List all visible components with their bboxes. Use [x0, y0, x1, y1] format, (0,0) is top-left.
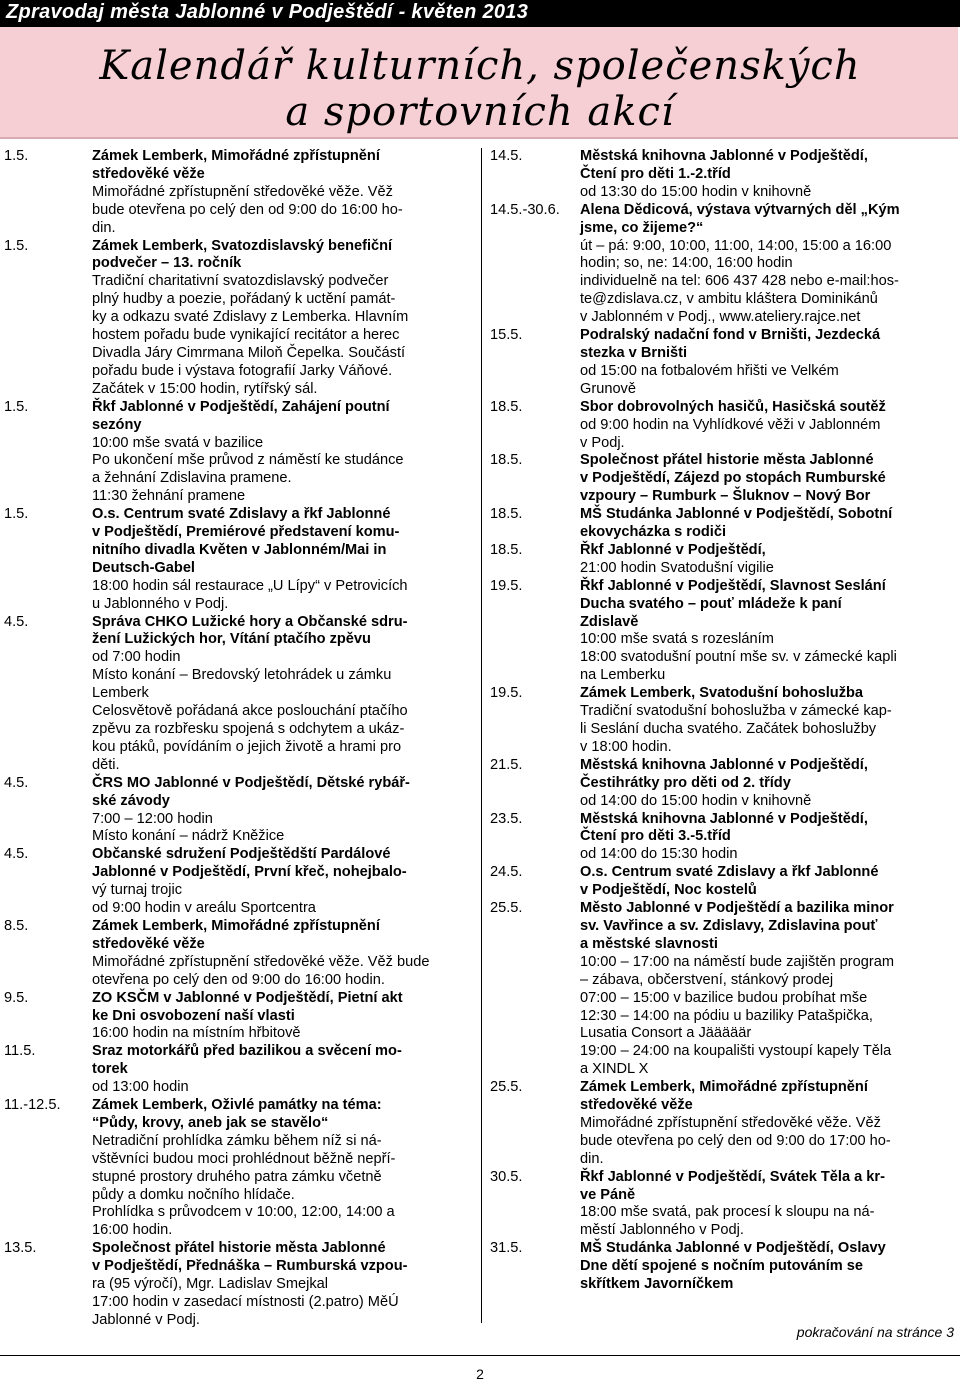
column-divider — [481, 148, 482, 1323]
event-detail-line: od 13:00 hodin — [92, 1079, 189, 1096]
event-detail-line: Celosvětově pořádaná akce poslouchání ptačího — [92, 703, 408, 720]
event-detail-line: otevřena po celý den od 9:00 do 16:00 hodin. — [92, 971, 385, 988]
event-entry — [490, 578, 956, 685]
event-title-line: Městská knihovna Jablonné v Podještědí, — [580, 148, 868, 164]
event-detail-line: 18:00 mše svatá, pak procesí k sloupu na ná- — [580, 1204, 875, 1221]
event-date: 18.5. — [490, 541, 523, 558]
event-description — [580, 202, 956, 327]
event-entry — [4, 1240, 472, 1330]
event-entry — [490, 452, 956, 506]
event-detail-line: vý turnaj trojic — [92, 882, 183, 899]
event-title-line: Zámek Lemberk, Mimořádné zpřístupnění — [92, 148, 380, 164]
event-entry — [490, 864, 956, 900]
event-title-line: v Podještědí, Přednáška – Rumburská vzpou- — [92, 1258, 408, 1275]
event-title-line: O.s. Centrum svaté Zdislavy a řkf Jablonné — [92, 506, 391, 523]
event-detail-line: od 9:00 hodin na Vyhlídkové věži v Jablonném — [580, 416, 881, 433]
event-entry — [4, 775, 472, 847]
event-entry — [4, 990, 472, 1044]
event-description — [580, 327, 956, 399]
event-entry — [490, 685, 956, 757]
event-description — [580, 506, 956, 542]
event-title-line: sezóny — [92, 416, 142, 433]
event-detail-line: stupné prostory druhého patra zámku včetně — [92, 1168, 382, 1185]
event-detail-line: Tradiční svatodušní bohoslužba v zámecké kap- — [580, 703, 892, 720]
event-title-line: Zámek Lemberk, Svatozdislavský benefiční — [92, 237, 393, 254]
event-description — [92, 775, 472, 847]
event-title-line: skřítkem Javorníčkem — [580, 1276, 734, 1293]
calendar-title-line1: Kalendář kulturních, společenských — [99, 43, 861, 89]
footer-rule — [0, 1355, 960, 1356]
event-title-line: v Podještědí, Noc kostelů — [580, 882, 757, 899]
event-entry — [4, 506, 472, 613]
newsletter-header-bar — [0, 0, 960, 27]
event-detail-line: Místo konání – nádrž Kněžice — [92, 828, 285, 845]
event-entry — [4, 614, 472, 775]
event-detail-line: od 15:00 na fotbalovém hřišti ve Velkém — [580, 362, 839, 379]
event-date: 24.5. — [490, 864, 523, 881]
calendar-title-line2: a sportovních akcí — [285, 89, 675, 135]
event-detail-line: městí Jablonného v Podj. — [580, 1222, 744, 1239]
event-detail-line: od 9:00 hodin v areálu Sportcentra — [92, 900, 316, 917]
event-title-line: sv. Vavřince a sv. Zdislavy, Zdislavina pouť — [580, 917, 878, 934]
event-title-line: Čestihrátky pro děti od 2. třídy — [580, 774, 791, 791]
event-detail-line: 10:00 – 17:00 na náměstí bude zajištěn program — [580, 953, 894, 970]
event-detail-line: 07:00 – 15:00 v bazilice budou probíhat mše — [580, 989, 868, 1006]
event-entry — [490, 1169, 956, 1241]
event-description — [580, 542, 956, 578]
event-date: 11.5. — [4, 1043, 36, 1060]
event-detail-line: od 7:00 hodin — [92, 649, 181, 666]
event-description — [92, 846, 472, 918]
event-detail-line: Začátek v 15:00 hodin, rytířský sál. — [92, 380, 318, 397]
event-detail-line: Jablonné v Podj. — [92, 1311, 200, 1328]
event-title-line: v Podještědí, Premiérové představení komu- — [92, 524, 400, 541]
event-date: 15.5. — [490, 327, 523, 344]
event-entry — [4, 148, 472, 238]
event-title-line: Řkf Jablonné v Podještědí, Zahájení poutní — [92, 398, 390, 415]
event-date: 23.5. — [490, 810, 523, 827]
right-events-column — [490, 148, 956, 1294]
event-detail-line: bude otevřena po celý den od 9:00 do 16:00 ho- — [92, 201, 403, 218]
event-title-line: Řkf Jablonné v Podještědí, Svátek Těla a kr- — [580, 1168, 885, 1185]
event-detail-line: v Podj. — [580, 434, 625, 451]
event-detail-line: 7:00 – 12:00 hodin — [92, 810, 213, 827]
event-date: 1.5. — [4, 237, 29, 254]
event-detail-line: din. — [92, 219, 116, 236]
event-detail-line: Mimořádné zpřístupnění středověké věže. Věž bude — [92, 953, 430, 970]
event-title-line: vzpoury – Rumburk – Šluknov – Nový Bor — [580, 488, 871, 505]
event-description — [580, 864, 956, 900]
event-entry — [490, 811, 956, 865]
event-date: 18.5. — [490, 398, 523, 415]
event-detail-line: individuelně na tel: 606 437 428 nebo e-mail:hos- — [580, 273, 899, 290]
event-title-line: “Půdy, krovy, aneb jak se stavělo“ — [92, 1114, 329, 1131]
event-date: 18.5. — [490, 506, 523, 523]
event-date: 14.5. — [490, 148, 523, 164]
event-title-line: Zámek Lemberk, Mimořádné zpřístupnění — [580, 1079, 868, 1096]
event-detail-line: Místo konání – Bredovský letohrádek u zámku — [92, 667, 392, 684]
event-title-line: středověké věže — [92, 935, 205, 952]
event-date: 19.5. — [490, 577, 523, 594]
event-detail-line: v 18:00 hodin. — [580, 738, 672, 755]
event-detail-line: od 13:30 do 15:00 hodin v knihovně — [580, 183, 812, 200]
event-detail-line: Prohlídka s průvodcem v 10:00, 12:00, 14:00 a — [92, 1204, 395, 1221]
event-title-line: Řkf Jablonné v Podještědí, — [580, 541, 766, 558]
event-description — [580, 1240, 956, 1294]
event-title-line: jsme, co žijeme?“ — [580, 219, 704, 236]
event-entry — [4, 846, 472, 918]
event-title-line: Zámek Lemberk, Svatodušní bohoslužba — [580, 685, 864, 702]
event-entry — [490, 1079, 956, 1169]
event-title-line: Město Jablonné v Podještědí a bazilika minor — [580, 900, 894, 917]
event-title-line: nitního divadla Květen v Jablonném/Mai in — [92, 541, 387, 558]
event-title-line: a městské slavnosti — [580, 935, 718, 952]
event-title-line: stezka v Brništi — [580, 344, 688, 361]
event-description — [580, 900, 956, 1079]
event-detail-line: din. — [580, 1150, 604, 1167]
event-detail-line: vštěvníci budou moci prohlédnout běžně nepří- — [92, 1150, 396, 1167]
event-entry — [4, 1043, 472, 1097]
event-title-line: Sbor dobrovolných hasičů, Hasičská soutěž — [580, 398, 886, 415]
event-description — [92, 1097, 472, 1240]
event-description — [92, 614, 472, 775]
event-detail-line: pořadu bude i výstava fotografií Jarky Váňové. — [92, 362, 393, 379]
event-description — [580, 1169, 956, 1241]
event-detail-line: Po ukončení mše průvod z náměstí ke studánce — [92, 452, 404, 469]
event-title-line: Městská knihovna Jablonné v Podještědí, — [580, 756, 868, 773]
event-title-line: Jablonné v Podještědí, První křeč, nohejbalo- — [92, 864, 407, 881]
event-description — [580, 811, 956, 865]
event-detail-line: zpěvu za rozbřesku spojená s odchytem a ukáz- — [92, 721, 405, 737]
calendar-title-box — [0, 27, 958, 139]
event-description — [92, 1240, 472, 1330]
event-date: 25.5. — [490, 900, 523, 917]
event-entry — [490, 542, 956, 578]
event-title-line: Městská knihovna Jablonné v Podještědí, — [580, 810, 868, 827]
event-date: 8.5. — [4, 917, 29, 934]
event-title-line: Správa CHKO Lužické hory a Občanské sdru- — [92, 613, 408, 630]
event-description — [92, 148, 472, 238]
event-title-line: Ducha svatého – pouť mládeže k paní — [580, 595, 842, 612]
event-date: 21.5. — [490, 756, 523, 773]
event-title-line: podvečer – 13. ročník — [92, 255, 242, 272]
event-title-line: Podralský nadační fond v Brništi, Jezdecká — [580, 327, 881, 344]
event-title-line: Zámek Lemberk, Mimořádné zpřístupnění — [92, 917, 380, 934]
event-title-line: žení Lužických hor, Vítání ptačího zpěvu — [92, 631, 371, 648]
event-detail-line: 12:30 – 14:00 na pódiu u baziliky Patašpička, — [580, 1007, 873, 1024]
event-description — [92, 918, 472, 990]
event-date: 1.5. — [4, 148, 29, 164]
event-detail-line: půdy a domku nočního hlídače. — [92, 1186, 295, 1203]
event-date: 25.5. — [490, 1079, 523, 1096]
event-detail-line: 19:00 – 24:00 na koupališti vystoupí kapely Těla — [580, 1043, 892, 1060]
event-entry — [490, 148, 956, 202]
event-detail-line: Lemberk — [92, 685, 149, 702]
event-date: 9.5. — [4, 989, 29, 1006]
event-description — [580, 685, 956, 757]
event-description — [92, 990, 472, 1044]
event-description — [580, 452, 956, 506]
event-detail-line: 10:00 mše svatá v bazilice — [92, 434, 264, 451]
event-detail-line: v Jablonném v Podj., www.ateliery.rajce.net — [580, 309, 861, 326]
event-detail-line: Tradiční charitativní svatozdislavský podvečer — [92, 273, 389, 290]
event-detail-line: li Seslání ducha svatého. Začátek bohoslužby — [580, 721, 877, 737]
event-title-line: ekovycházka s rodiči — [580, 524, 727, 541]
event-entry — [490, 327, 956, 399]
event-detail-line: 11:30 žehnání pramene — [92, 488, 246, 505]
event-detail-line: 21:00 hodin Svatodušní vigilie — [580, 559, 774, 576]
event-date: 30.5. — [490, 1168, 523, 1185]
left-events-column — [4, 148, 472, 1330]
event-title-line: Deutsch-Gabel — [92, 559, 195, 576]
event-date: 14.5.-30.6. — [490, 201, 560, 218]
event-title-line: v Podještědí, Zájezd po stopách Rumburské — [580, 470, 886, 487]
event-description — [580, 399, 956, 453]
event-description — [92, 399, 472, 506]
event-entry — [4, 238, 472, 399]
event-date: 4.5. — [4, 613, 29, 630]
event-title-line: ke Dni osvobození naší vlasti — [92, 1007, 295, 1024]
event-title-line: Zdislavě — [580, 613, 639, 630]
event-title-line: torek — [92, 1061, 128, 1078]
event-title-line: Občanské sdružení Podještědští Pardálové — [92, 846, 391, 863]
event-detail-line: ra (95 výročí), Mgr. Ladislav Smejkal — [92, 1276, 329, 1293]
event-title-line: Čtení pro děti 1.-2.tříd — [580, 165, 731, 182]
event-detail-line: út – pá: 9:00, 10:00, 11:00, 14:00, 15:00 a 16:00 — [580, 237, 892, 254]
event-title-line: Dne dětí spojené s nočním putováním se — [580, 1258, 864, 1275]
event-title-line: Řkf Jablonné v Podještědí, Slavnost Seslání — [580, 577, 886, 594]
event-title-line: Alena Dědicová, výstava výtvarných děl „Kým — [580, 201, 900, 218]
event-title-line: středověké věže — [580, 1097, 693, 1114]
event-title-line: O.s. Centrum svaté Zdislavy a řkf Jablonné — [580, 864, 879, 881]
event-detail-line: 16:00 hodin. — [92, 1222, 173, 1239]
event-detail-line: hostem pořadu bude vynikající recitátor a herec — [92, 327, 400, 344]
event-description — [580, 578, 956, 685]
event-title-line: MŠ Studánka Jablonné v Podještědí, Sobotní — [580, 506, 893, 523]
event-detail-line: Mimořádné zpřístupnění středověké věže. Věž — [92, 183, 393, 200]
event-title-line: Zámek Lemberk, Oživlé památky na téma: — [92, 1097, 382, 1114]
event-title-line: Sraz motorkářů před bazilikou a svěcení mo- — [92, 1043, 402, 1060]
event-detail-line: a žehnání Zdislavina pramene. — [92, 470, 292, 487]
event-title-line: Společnost přátel historie města Jablonné — [92, 1240, 386, 1257]
event-detail-line: děti. — [92, 756, 120, 773]
event-detail-line: 18:00 hodin sál restaurace „U Lípy“ v Petrovicích — [92, 577, 408, 594]
event-entry — [4, 1097, 472, 1240]
event-detail-line: od 14:00 do 15:00 hodin v knihovně — [580, 792, 812, 809]
event-detail-line: na Lemberku — [580, 667, 666, 684]
event-detail-line: Grunově — [580, 380, 636, 397]
event-detail-line: Divadla Járy Cimrmana Miloň Čepelka. Součástí — [92, 344, 406, 361]
event-title-line: ské závody — [92, 792, 170, 809]
event-date: 18.5. — [490, 452, 523, 469]
newsletter-header-text: Zpravodaj města Jablonné v Podještědí - květen 2013 — [6, 1, 529, 23]
event-title-line: ve Páně — [580, 1186, 636, 1203]
event-detail-line: od 14:00 do 15:30 hodin — [580, 846, 738, 863]
event-title-line: ZO KSČM v Jablonné v Podještědí, Pietní akt — [92, 989, 403, 1006]
continuation-note: pokračování na stránce 3 — [796, 1324, 954, 1340]
event-description — [92, 1043, 472, 1097]
event-detail-line: 17:00 hodin v zasedací místnosti (2.patro) MěÚ — [92, 1294, 399, 1310]
event-detail-line: a XINDL X — [580, 1061, 649, 1078]
event-title-line: středověké věže — [92, 165, 205, 182]
event-entry — [490, 202, 956, 327]
event-detail-line: kou ptáků, povídáním o jejich životě a hrami pro — [92, 738, 402, 755]
event-entry — [490, 506, 956, 542]
event-title-line: ČRS MO Jablonné v Podještědí, Dětské rybář- — [92, 774, 410, 791]
event-detail-line: Lusatia Consort a Jääääär — [580, 1025, 752, 1042]
event-title-line: Čtení pro děti 3.-5.tříd — [580, 828, 731, 845]
event-date: 13.5. — [4, 1240, 37, 1257]
event-date: 4.5. — [4, 774, 29, 791]
event-date: 4.5. — [4, 846, 29, 863]
event-entry — [490, 757, 956, 811]
event-detail-line: ky a odkazu svaté Zdislavy z Lemberka. Hlavním — [92, 309, 409, 326]
event-entry — [490, 1240, 956, 1294]
event-entry — [4, 399, 472, 506]
event-detail-line: te@zdislava.cz, v ambitu kláštera Dominikánů — [580, 291, 878, 308]
event-detail-line: bude otevřena po celý den od 9:00 do 17:00 ho- — [580, 1132, 891, 1149]
event-description — [580, 148, 956, 202]
event-detail-line: 18:00 svatodušní poutní mše sv. v zámecké kapli — [580, 649, 897, 666]
event-detail-line: 16:00 hodin na místním hřbitově — [92, 1025, 301, 1042]
event-description — [580, 1079, 956, 1169]
event-detail-line: hodin; so, ne: 14:00, 16:00 hodin — [580, 255, 793, 272]
event-date: 11.-12.5. — [4, 1097, 61, 1114]
event-entry — [4, 918, 472, 990]
event-detail-line: Netradiční prohlídka zámku během níž si ná- — [92, 1132, 382, 1149]
event-description — [92, 238, 472, 399]
event-detail-line: plný hudby a poezie, pořádaný k uctění památ- — [92, 291, 396, 308]
event-entry — [490, 900, 956, 1079]
event-date: 19.5. — [490, 685, 523, 702]
event-detail-line: Mimořádné zpřístupnění středověké věže. Věž — [580, 1114, 881, 1131]
event-description — [580, 757, 956, 811]
event-description — [92, 506, 472, 613]
event-title-line: Společnost přátel historie města Jablonné — [580, 452, 874, 469]
event-detail-line: – zábava, občerstvení, stánkový prodej — [580, 971, 834, 988]
event-date: 1.5. — [4, 506, 29, 523]
event-detail-line: u Jablonného v Podj. — [92, 595, 229, 612]
event-date: 31.5. — [490, 1240, 523, 1257]
page-number: 2 — [476, 1366, 484, 1382]
event-detail-line: 10:00 mše svatá s rozesláním — [580, 631, 774, 648]
event-entry — [490, 399, 956, 453]
event-title-line: MŠ Studánka Jablonné v Podještědí, Oslavy — [580, 1240, 886, 1257]
event-date: 1.5. — [4, 398, 29, 415]
